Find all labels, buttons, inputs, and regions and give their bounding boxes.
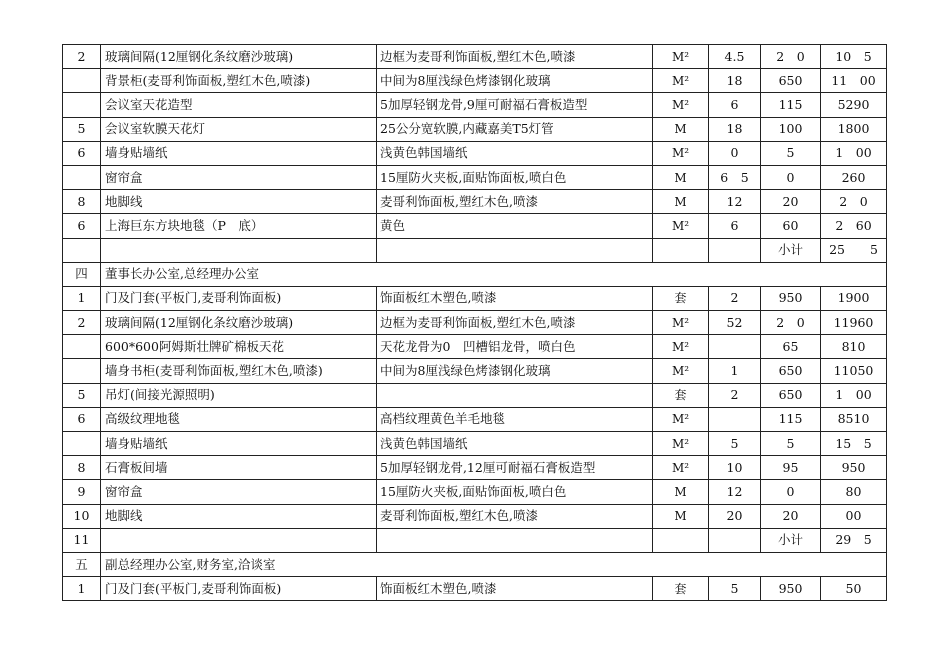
item-number: 6 xyxy=(63,214,101,238)
item-amount: 11050 xyxy=(821,359,887,383)
item-number xyxy=(63,69,101,93)
item-amount: 810 xyxy=(821,335,887,359)
table-row xyxy=(63,359,887,383)
item-unit-price: 650 xyxy=(761,383,821,407)
item-unit: M² xyxy=(653,214,709,238)
item-qty xyxy=(709,528,761,552)
table-row xyxy=(63,577,887,601)
item-qty: 10 xyxy=(709,456,761,480)
item-qty: 12 xyxy=(709,190,761,214)
item-number: 10 xyxy=(63,504,101,528)
item-amount: 00 xyxy=(821,504,887,528)
item-amount: 10 5 xyxy=(821,45,887,69)
item-number: 9 xyxy=(63,480,101,504)
item-name: 窗帘盒 xyxy=(101,480,377,504)
item-qty: 18 xyxy=(709,69,761,93)
subtotal-row xyxy=(63,238,887,262)
table-row xyxy=(63,407,887,431)
item-number xyxy=(63,165,101,189)
item-qty xyxy=(709,238,761,262)
item-name: 600*600阿姆斯壮牌矿棉板天花 xyxy=(101,335,377,359)
item-spec: 边框为麦哥利饰面板,塑红木色,喷漆 xyxy=(377,45,653,69)
item-unit-price: 100 xyxy=(761,117,821,141)
item-number xyxy=(63,335,101,359)
table-row xyxy=(63,117,887,141)
item-unit-price: 小计 xyxy=(761,528,821,552)
item-unit: M² xyxy=(653,45,709,69)
item-name: 上海巨东方块地毯（P 底） xyxy=(101,214,377,238)
item-amount: 950 xyxy=(821,456,887,480)
subtotal-row xyxy=(63,528,887,552)
item-amount: 15 5 xyxy=(821,432,887,456)
item-spec: 边框为麦哥利饰面板,塑红木色,喷漆 xyxy=(377,311,653,335)
item-number xyxy=(63,432,101,456)
section-number: 五 xyxy=(63,552,101,576)
item-number: 2 xyxy=(63,311,101,335)
table-body xyxy=(63,45,887,601)
item-number xyxy=(63,238,101,262)
item-name: 高级纹理地毯 xyxy=(101,407,377,431)
item-number: 5 xyxy=(63,117,101,141)
section-title: 董事长办公室,总经理办公室 xyxy=(101,262,887,286)
section-header-row xyxy=(63,552,887,576)
section-header-row xyxy=(63,262,887,286)
item-unit: M² xyxy=(653,407,709,431)
item-amount: 29 5 xyxy=(821,528,887,552)
item-spec: 5加厚轻钢龙骨,12厘可耐福石膏板造型 xyxy=(377,456,653,480)
item-unit: M² xyxy=(653,432,709,456)
item-number: 2 xyxy=(63,45,101,69)
item-qty: 5 xyxy=(709,432,761,456)
item-number: 8 xyxy=(63,190,101,214)
item-spec: 15厘防火夹板,面贴饰面板,喷白色 xyxy=(377,480,653,504)
item-unit-price: 5 xyxy=(761,432,821,456)
item-unit-price: 20 xyxy=(761,190,821,214)
item-amount: 25 5 xyxy=(821,238,887,262)
item-spec xyxy=(377,238,653,262)
item-unit-price: 5 xyxy=(761,141,821,165)
item-amount: 8510 xyxy=(821,407,887,431)
item-unit xyxy=(653,238,709,262)
item-spec: 中间为8厘浅绿色烤漆钢化玻璃 xyxy=(377,359,653,383)
item-name: 地脚线 xyxy=(101,504,377,528)
item-name: 门及门套(平板门,麦哥利饰面板) xyxy=(101,577,377,601)
item-name xyxy=(101,238,377,262)
item-qty: 6 5 xyxy=(709,165,761,189)
item-amount: 1 00 xyxy=(821,141,887,165)
item-spec: 浅黄色韩国墙纸 xyxy=(377,141,653,165)
item-unit-price: 65 xyxy=(761,335,821,359)
item-unit xyxy=(653,528,709,552)
item-unit: M xyxy=(653,117,709,141)
item-name: 石膏板间墙 xyxy=(101,456,377,480)
item-number: 5 xyxy=(63,383,101,407)
item-unit: M xyxy=(653,504,709,528)
table-row xyxy=(63,69,887,93)
item-qty: 6 xyxy=(709,93,761,117)
item-unit-price: 115 xyxy=(761,93,821,117)
item-unit-price: 650 xyxy=(761,69,821,93)
item-number: 6 xyxy=(63,407,101,431)
table-row xyxy=(63,504,887,528)
item-spec: 麦哥利饰面板,塑红木色,喷漆 xyxy=(377,504,653,528)
item-name: 墙身贴墙纸 xyxy=(101,141,377,165)
item-spec: 25公分宽软膜,内藏嘉美T5灯管 xyxy=(377,117,653,141)
item-unit-price: 2 0 xyxy=(761,45,821,69)
item-unit: M² xyxy=(653,456,709,480)
item-unit: M xyxy=(653,480,709,504)
item-amount: 50 xyxy=(821,577,887,601)
item-name: 窗帘盒 xyxy=(101,165,377,189)
table-row xyxy=(63,165,887,189)
table-row xyxy=(63,432,887,456)
section-title: 副总经理办公室,财务室,洽谈室 xyxy=(101,552,887,576)
table-row xyxy=(63,93,887,117)
item-unit-price: 650 xyxy=(761,359,821,383)
table-row xyxy=(63,456,887,480)
item-unit-price: 60 xyxy=(761,214,821,238)
item-unit: M² xyxy=(653,69,709,93)
item-unit-price: 95 xyxy=(761,456,821,480)
table-row xyxy=(63,311,887,335)
item-spec: 高档纹理黄色羊毛地毯 xyxy=(377,407,653,431)
item-spec: 饰面板红木塑色,喷漆 xyxy=(377,577,653,601)
item-qty: 52 xyxy=(709,311,761,335)
item-unit-price: 115 xyxy=(761,407,821,431)
item-amount: 5290 xyxy=(821,93,887,117)
item-unit: 套 xyxy=(653,286,709,310)
item-spec: 中间为8厘浅绿色烤漆钢化玻璃 xyxy=(377,69,653,93)
item-amount: 1800 xyxy=(821,117,887,141)
item-unit-price: 20 xyxy=(761,504,821,528)
table-row xyxy=(63,141,887,165)
item-unit: M² xyxy=(653,93,709,117)
item-unit-price: 950 xyxy=(761,286,821,310)
item-amount: 2 60 xyxy=(821,214,887,238)
item-unit: M² xyxy=(653,141,709,165)
item-qty: 6 xyxy=(709,214,761,238)
item-qty xyxy=(709,335,761,359)
item-spec xyxy=(377,383,653,407)
item-name: 门及门套(平板门,麦哥利饰面板) xyxy=(101,286,377,310)
item-amount: 1 00 xyxy=(821,383,887,407)
item-qty: 20 xyxy=(709,504,761,528)
item-unit: M² xyxy=(653,359,709,383)
table-row xyxy=(63,45,887,69)
item-spec: 饰面板红木塑色,喷漆 xyxy=(377,286,653,310)
item-unit: M² xyxy=(653,311,709,335)
item-number: 1 xyxy=(63,286,101,310)
item-name: 玻璃间隔(12厘钢化条纹磨沙玻璃) xyxy=(101,45,377,69)
item-spec: 浅黄色韩国墙纸 xyxy=(377,432,653,456)
item-name: 会议室软膜天花灯 xyxy=(101,117,377,141)
item-unit-price: 0 xyxy=(761,165,821,189)
table-row xyxy=(63,480,887,504)
item-amount: 260 xyxy=(821,165,887,189)
item-number: 8 xyxy=(63,456,101,480)
item-unit: 套 xyxy=(653,383,709,407)
item-number: 11 xyxy=(63,528,101,552)
item-amount: 11960 xyxy=(821,311,887,335)
item-amount: 1900 xyxy=(821,286,887,310)
item-name: 会议室天花造型 xyxy=(101,93,377,117)
section-number: 四 xyxy=(63,262,101,286)
quotation-table xyxy=(62,44,887,601)
item-qty: 4.5 xyxy=(709,45,761,69)
item-number: 6 xyxy=(63,141,101,165)
item-spec: 天花龙骨为0 凹槽铝龙骨，喷白色 xyxy=(377,335,653,359)
table-row xyxy=(63,286,887,310)
item-amount: 11 00 xyxy=(821,69,887,93)
item-qty: 5 xyxy=(709,577,761,601)
item-unit: M² xyxy=(653,335,709,359)
item-qty: 2 xyxy=(709,383,761,407)
item-unit: M xyxy=(653,165,709,189)
item-unit-price: 0 xyxy=(761,480,821,504)
item-name xyxy=(101,528,377,552)
item-spec: 黄色 xyxy=(377,214,653,238)
item-amount: 2 0 xyxy=(821,190,887,214)
item-number xyxy=(63,359,101,383)
quotation-sheet xyxy=(62,44,886,601)
item-qty: 2 xyxy=(709,286,761,310)
item-spec: 麦哥利饰面板,塑红木色,喷漆 xyxy=(377,190,653,214)
item-qty: 0 xyxy=(709,141,761,165)
item-spec: 5加厚轻钢龙骨,9厘可耐福石膏板造型 xyxy=(377,93,653,117)
item-name: 玻璃间隔(12厘钢化条纹磨沙玻璃) xyxy=(101,311,377,335)
item-unit: M xyxy=(653,190,709,214)
table-row xyxy=(63,383,887,407)
item-number: 1 xyxy=(63,577,101,601)
item-amount: 80 xyxy=(821,480,887,504)
item-unit-price: 950 xyxy=(761,577,821,601)
table-row xyxy=(63,190,887,214)
item-name: 墙身书柜(麦哥利饰面板,塑红木色,喷漆) xyxy=(101,359,377,383)
table-row xyxy=(63,335,887,359)
item-number xyxy=(63,93,101,117)
item-name: 背景柜(麦哥利饰面板,塑红木色,喷漆) xyxy=(101,69,377,93)
item-spec: 15厘防火夹板,面贴饰面板,喷白色 xyxy=(377,165,653,189)
item-name: 墙身贴墙纸 xyxy=(101,432,377,456)
item-qty: 1 xyxy=(709,359,761,383)
item-name: 地脚线 xyxy=(101,190,377,214)
item-qty xyxy=(709,407,761,431)
item-unit: 套 xyxy=(653,577,709,601)
item-qty: 18 xyxy=(709,117,761,141)
item-name: 吊灯(间接光源照明) xyxy=(101,383,377,407)
table-row xyxy=(63,214,887,238)
item-unit-price: 小计 xyxy=(761,238,821,262)
item-qty: 12 xyxy=(709,480,761,504)
item-spec xyxy=(377,528,653,552)
item-unit-price: 2 0 xyxy=(761,311,821,335)
